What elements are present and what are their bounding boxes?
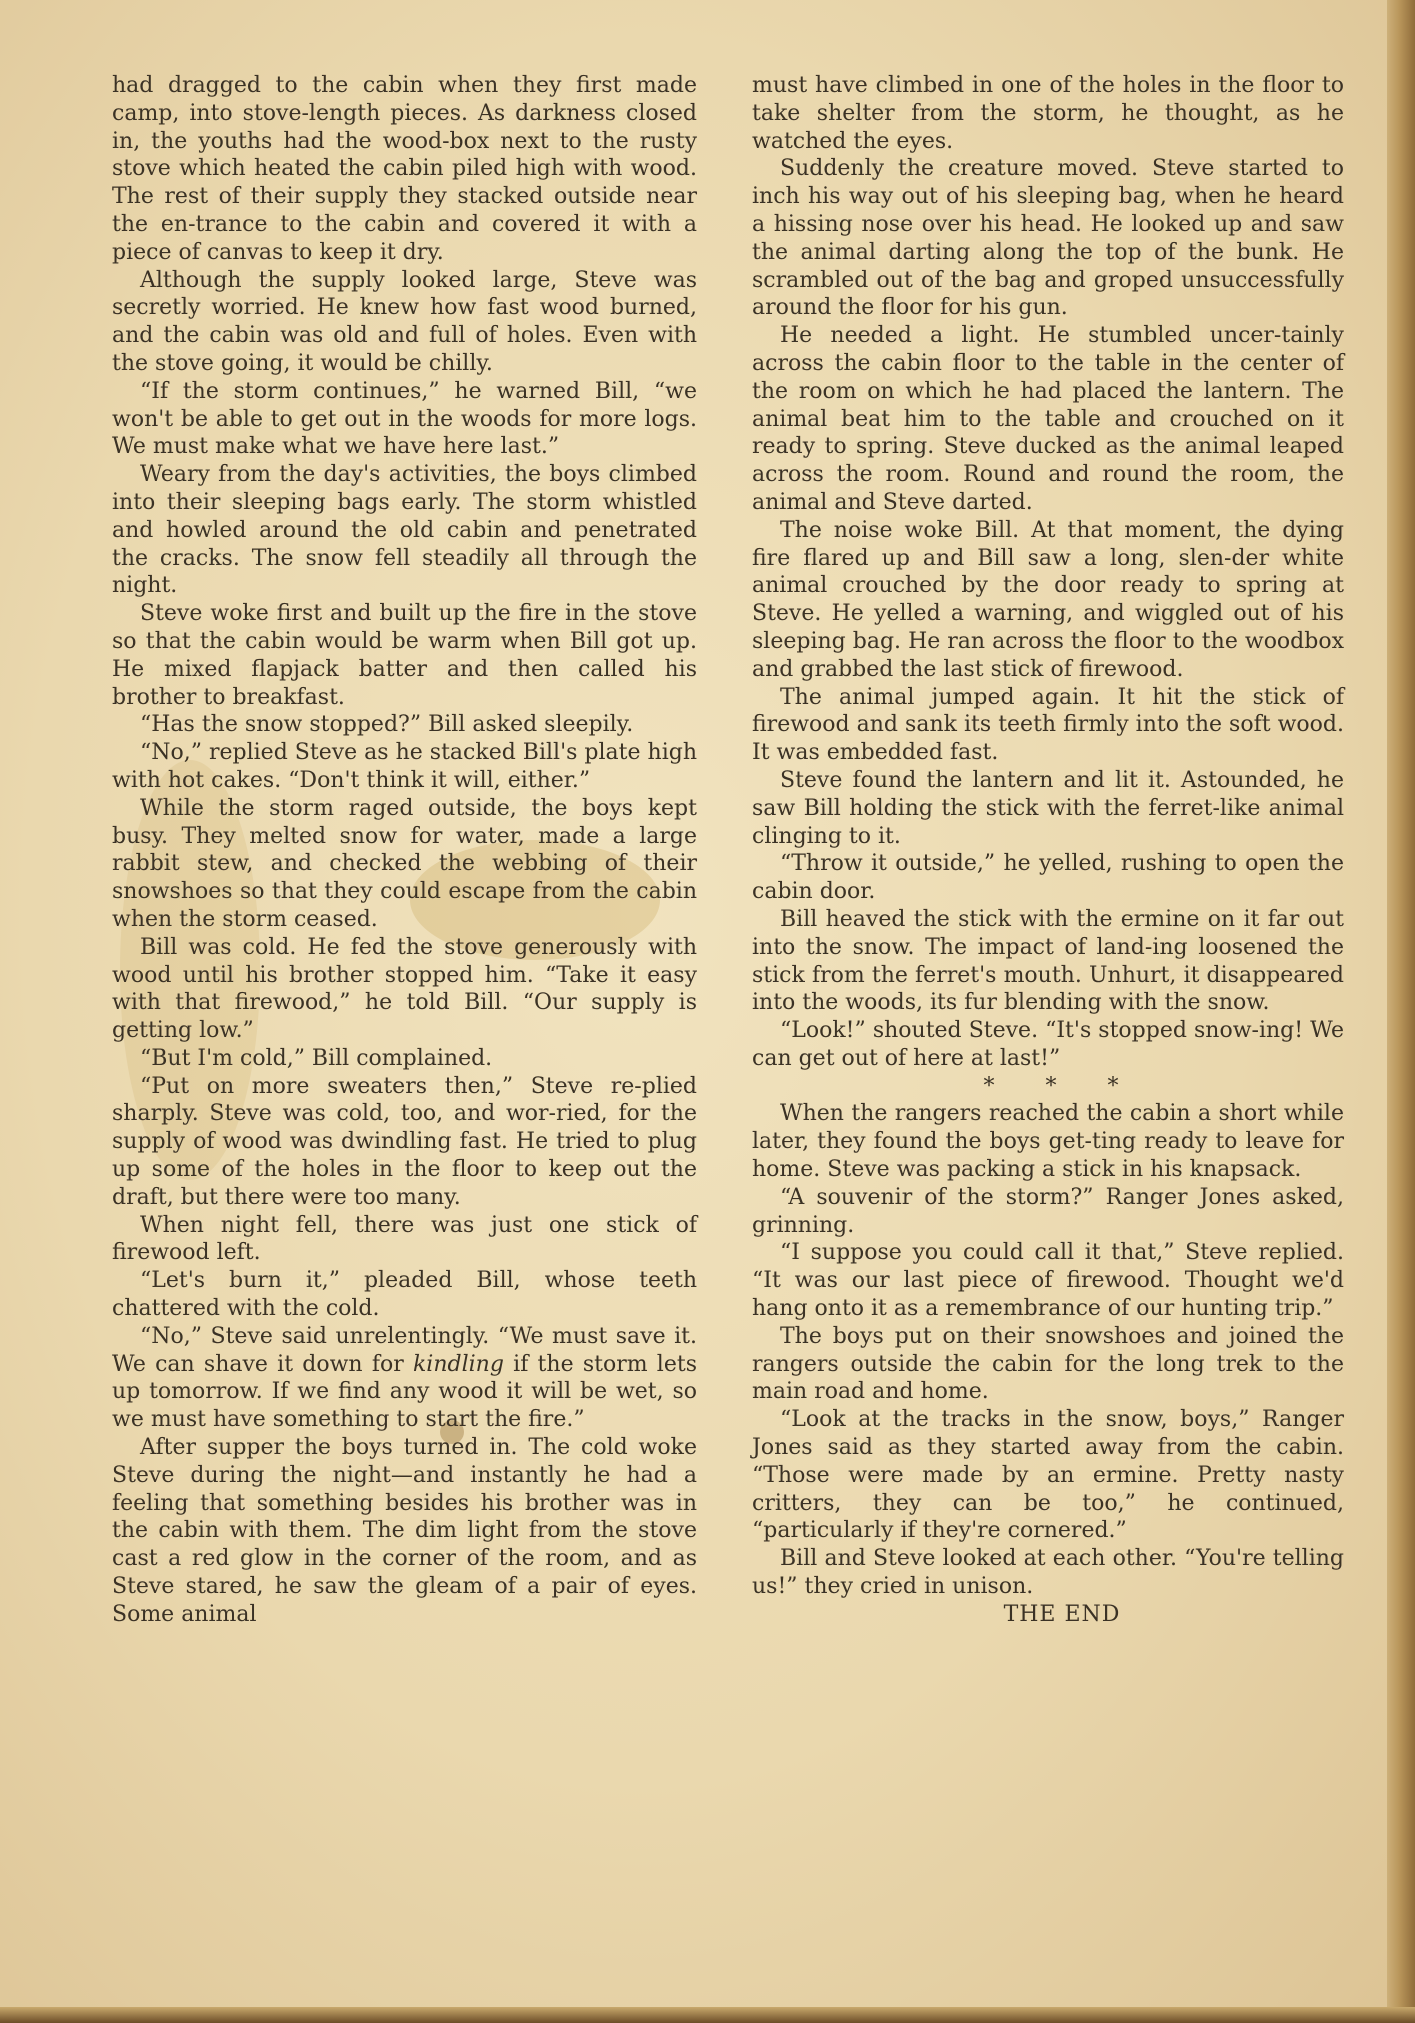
paragraph: The boys put on their snowshoes and joined the rangers outside the cabin for the long trek to the main road and home.: [752, 1323, 1344, 1405]
paragraph: “A souvenir of the storm?” Ranger Jones asked, grinning.: [752, 1184, 1344, 1238]
paragraph: While the storm raged outside, the boys kept busy. They melted snow for water, made a large rabbit stew, and checked the webbing of their snowshoes so that they could escape from the cabin when the storm ceased.: [112, 795, 697, 932]
paragraph: “But I'm cold,” Bill complained.: [140, 1045, 493, 1071]
paragraph: Bill and Steve looked at each other. “You're telling us!” they cried in unison.: [752, 1546, 1344, 1600]
paragraph: “Has the snow stopped?” Bill asked sleepily.: [140, 712, 634, 738]
paragraph: Bill was cold. He fed the stove generously with wood until his brother stopped him. “Take it easy with that firewood,” he told Bill. “Our supply is getting low.”: [112, 934, 697, 1044]
paragraph: Suddenly the creature moved. Steve started to inch his way out of his sleeping bag, when he heard a hissing nose over his head. He looked up and saw the animal darting along the top of the bunk. He scrambled out of the bag and groped unsuccessfully around the floor for his gun.: [752, 156, 1344, 321]
paragraph: When night fell, there was just one stick of firewood left.: [112, 1212, 697, 1266]
paragraph: “No,” replied Steve as he stacked Bill's plate high with hot cakes. “Don't think it will, either.”: [112, 740, 697, 793]
paragraph: Steve found the lantern and lit it. Astounded, he saw Bill holding the stick with the ferret-like animal clinging to it.: [752, 767, 1344, 849]
paragraph: “Look!” shouted Steve. “It's stopped snow-ing! We can get out of here at last!”: [752, 1018, 1344, 1071]
paragraph: He needed a light. He stumbled uncer-tainly across the cabin floor to the table in the center of the room on which he had placed the lantern. The animal beat him to the table and crouched on it ready to spring. Steve ducked as the animal leaped across the room. Round and round the room, the animal and Steve darted.: [752, 323, 1344, 515]
paragraph: “Look at the tracks in the snow, boys,” Ranger Jones said as they started away from the cabin. “Those were made by an ermine. Pretty nasty critters, they can be too,” he continued, “particularly if they're cornered.”: [752, 1407, 1344, 1544]
paragraph: After supper the boys turned in. The cold woke Steve during the night—and instantly he had a feeling that something besides his brother was in the cabin with them. The dim light from the stove cast a red glow in the corner of the room, and as Steve stared, he saw the gleam of a pair of eyes. Some animal: [112, 1435, 697, 1627]
paragraph: “If the storm continues,” he warned Bill, “we won't be able to get out in the woods for more logs. We must make what we have here last.”: [112, 378, 697, 460]
text-run: “No,” Steve said unrelentingly. “We must save it. We can shave it down for: [112, 1323, 697, 1377]
paragraph: had dragged to the cabin when they first made camp, into stove-length pieces. As darkness closed in, the youths had the wood-box next to the rusty stove which heated the cabin piled high with wood. The rest of their supply they stacked outside near the en-trance to the cabin and covered it with a piece of canvas to keep it dry.: [112, 73, 697, 265]
paragraph: The noise woke Bill. At that moment, the dying fire flared up and Bill saw a long, slen-der white animal crouched by the door ready to spring at Steve. He yelled a warning, and wiggled out of his sleeping bag. He ran across the floor to the woodbox and grabbed the last stick of firewood.: [752, 517, 1344, 682]
paragraph: must have climbed in one of the holes in the floor to take shelter from the storm, he thought, as he watched the eyes.: [752, 73, 1344, 154]
paragraph: “I suppose you could call it that,” Steve replied. “It was our last piece of firewood. Thought we'd hang onto it as a remembrance of our hunting trip.”: [752, 1240, 1344, 1322]
paragraph: “Put on more sweaters then,” Steve re-plied sharply. Steve was cold, too, and wor-ried, for the supply of wood was dwindling fast. He tried to plug up some of the holes in the floor to keep out the draft, but there were too many.: [112, 1073, 697, 1210]
paragraph: Weary from the day's activities, the boys climbed into their sleeping bags early. The storm whistled and howled around the old cabin and penetrated the cracks. The snow fell steadily all through the night.: [112, 462, 697, 599]
paragraph: The animal jumped again. It hit the stick of firewood and sank its teeth firmly into the soft wood. It was embedded fast.: [752, 684, 1344, 766]
paragraph: Steve woke first and built up the fire in the stove so that the cabin would be warm when Bill got up. He mixed flapjack batter and then called his brother to breakfast.: [112, 601, 697, 710]
the-end-label: THE END: [1003, 1601, 1121, 1627]
paragraph: Bill heaved the stick with the ermine on it far out into the snow. The impact of land-ing loosened the stick from the ferret's mouth. Unhurt, it disappeared into the woods, its fur blending with the snow.: [752, 906, 1344, 1016]
paragraph-kindling: [112, 1323, 697, 1434]
right-column: [752, 72, 1344, 1629]
paragraph: When the rangers reached the cabin a short while later, they found the boys get-ting ready to leave for home. Steve was packing a stick in his knapsack.: [752, 1101, 1344, 1183]
page-spine: [1387, 0, 1415, 2023]
paragraph: “Throw it outside,” he yelled, rushing to open the cabin door.: [752, 851, 1344, 905]
text-run: if the storm lets up tomorrow. If we find any wood it will be wet, so we must have something to start the fire.”: [112, 1351, 697, 1433]
page-bottom-edge: [0, 2007, 1415, 2023]
section-separator: * * *: [983, 1073, 1141, 1099]
paragraph: Although the supply looked large, Steve was secretly worried. He knew how fast wood burned, and the cabin was old and full of holes. Even with the stove going, it would be chilly.: [112, 267, 697, 376]
emphasis-word: kindling: [412, 1351, 504, 1377]
paragraph: “Let's burn it,” pleaded Bill, whose teeth chattered with the cold.: [112, 1268, 697, 1322]
left-column: [112, 72, 697, 1629]
